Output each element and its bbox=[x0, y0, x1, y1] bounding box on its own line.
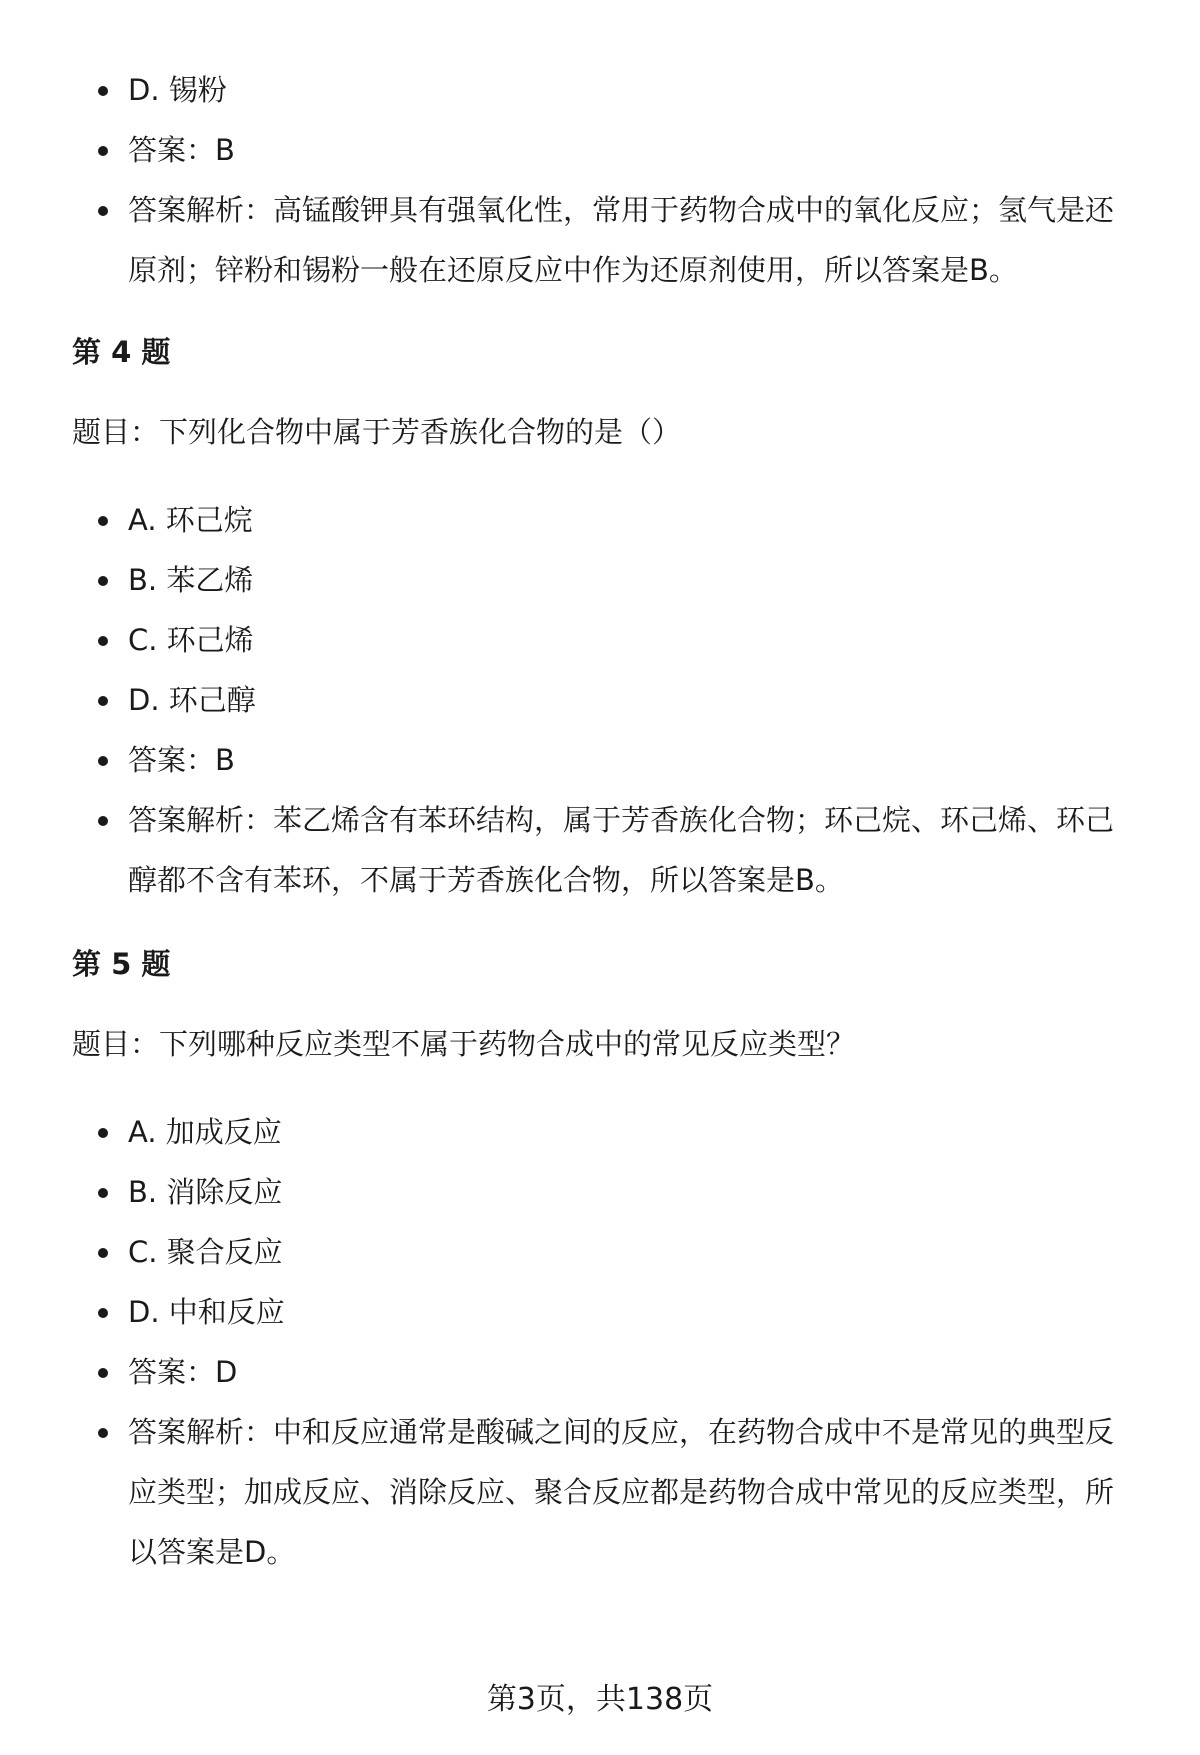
page-number: 第3页，共138页 bbox=[486, 1682, 714, 1717]
option-a: A. 加成反应 bbox=[72, 1102, 1142, 1162]
q3-tail-list bbox=[72, 60, 1142, 300]
question-4-options bbox=[72, 490, 1142, 910]
option-d: D. 锡粉 bbox=[72, 60, 1142, 120]
question-5-heading: 第 5 题 bbox=[72, 947, 171, 981]
answer-explanation: 答案解析：中和反应通常是酸碱之间的反应，在药物合成中不是常见的典型反应类型；加成反应、消除反应、聚合反应都是药物合成中常见的反应类型，所以答案是D。 bbox=[72, 1402, 1142, 1582]
question-5-stem: 题目：下列哪种反应类型不属于药物合成中的常见反应类型？ bbox=[72, 1027, 856, 1061]
question-4-heading: 第 4 题 bbox=[72, 335, 171, 369]
answer-explanation: 答案解析：高锰酸钾具有强氧化性，常用于药物合成中的氧化反应；氢气是还原剂；锌粉和锡粉一般在还原反应中作为还原剂使用，所以答案是B。 bbox=[72, 180, 1142, 300]
option-a: A. 环己烷 bbox=[72, 490, 1142, 550]
answer-explanation: 答案解析：苯乙烯含有苯环结构，属于芳香族化合物；环己烷、环己烯、环己醇都不含有苯环，不属于芳香族化合物，所以答案是B。 bbox=[72, 790, 1142, 910]
option-c: C. 聚合反应 bbox=[72, 1222, 1142, 1282]
answer: 答案：B bbox=[72, 730, 1142, 790]
option-d: D. 环己醇 bbox=[72, 670, 1142, 730]
answer: 答案：B bbox=[72, 120, 1142, 180]
question-4-stem: 题目：下列化合物中属于芳香族化合物的是（） bbox=[72, 415, 682, 449]
option-b: B. 消除反应 bbox=[72, 1162, 1142, 1222]
answer: 答案：D bbox=[72, 1342, 1142, 1402]
option-b: B. 苯乙烯 bbox=[72, 550, 1142, 610]
document-body bbox=[72, 60, 1142, 1582]
option-c: C. 环己烯 bbox=[72, 610, 1142, 670]
option-d: D. 中和反应 bbox=[72, 1282, 1142, 1342]
question-5-options bbox=[72, 1102, 1142, 1582]
